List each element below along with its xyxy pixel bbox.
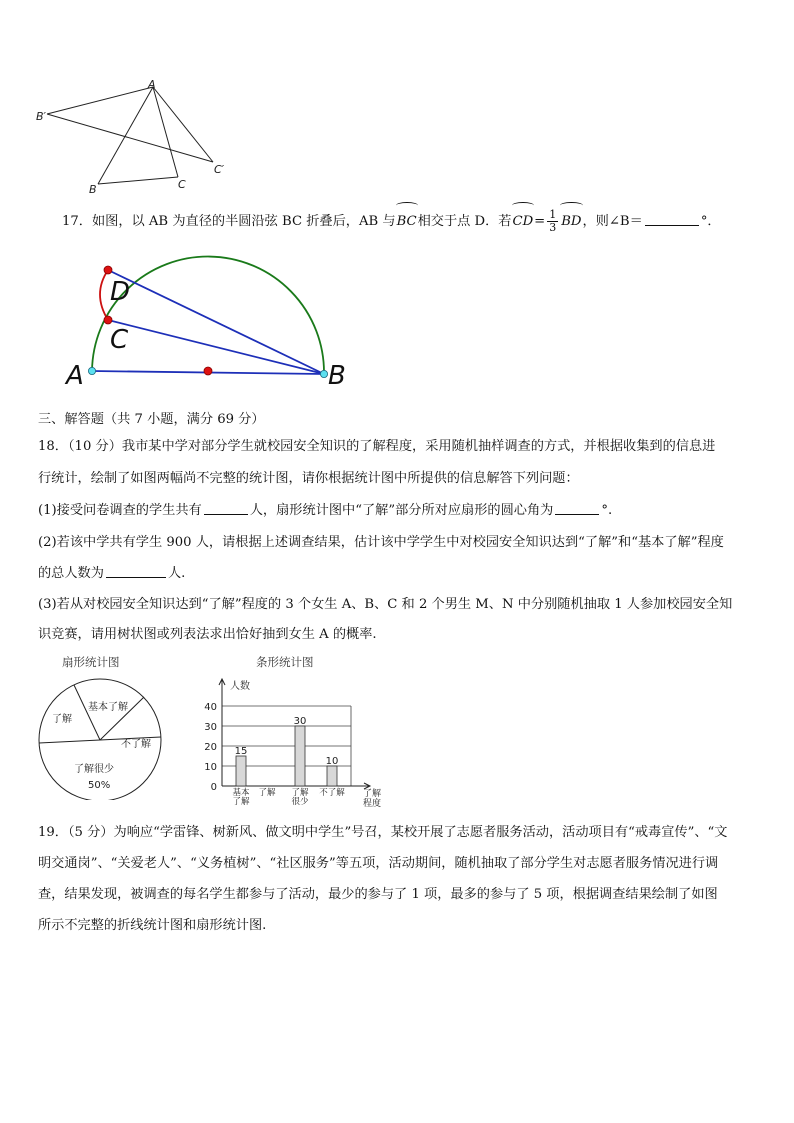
x-tick-label: 很少 <box>291 797 309 807</box>
y-tick-label: 20 <box>204 742 217 753</box>
bar-chart-title: 条形统计图 <box>256 655 314 669</box>
label-b2: B <box>328 361 346 391</box>
x-tick-label: 基本 <box>232 788 250 798</box>
q18-part2-line1: (2)若该中学共有学生 900 人，请根据上述调查结果，估计该中学学生中对校园安全知识达到“了解”和“基本了解”程度 <box>38 535 724 550</box>
pie-label-know: 了解 <box>52 714 72 725</box>
label-c: C <box>178 178 186 191</box>
label-c-prime: C′ <box>214 163 225 176</box>
label-b-prime: B′ <box>36 110 47 123</box>
bar-value-label: 30 <box>293 716 307 727</box>
label-d: D <box>110 277 131 307</box>
pie-label-basic: 基本了解 <box>88 702 128 713</box>
triangle-figure <box>30 76 240 200</box>
q18-part3-line1: (3)若从对校园安全知识达到“了解”程度的 3 个女生 A、B、C 和 2 个男生 M、N 中分别随机抽取 1 人参加校园安全知 <box>38 597 733 612</box>
q19-line1: 19．（5 分）为响应“学雷锋、树新风、做文明中学生”号召，某校开展了志愿者服务活动，活动项目有“戒毒宣传”、“文 <box>38 825 728 840</box>
answer-blank <box>645 211 699 226</box>
pie-label-little-pct: 50% <box>88 780 111 791</box>
pie-chart <box>36 670 168 800</box>
x-tick-label: 了解 <box>258 788 276 798</box>
q19-line3: 查，结果发现，被调查的每名学生都参与了活动，最少的参与了 1 项，最多的参与了 5 项，根据调查结果绘制了如图 <box>38 887 718 902</box>
q18-part3-line2: 识竞赛，请用树状图或列表法求出恰好抽到女生 A 的概率. <box>38 627 377 642</box>
arc-cd: CD <box>512 206 535 237</box>
q18-part2-line2: 的总人数为 人. <box>38 558 758 589</box>
answer-blank <box>555 500 599 515</box>
label-c2: C <box>110 325 129 355</box>
bar <box>327 766 337 786</box>
label-a: A <box>148 78 156 91</box>
bar-value-label: 10 <box>325 756 339 767</box>
y-tick-label: 30 <box>204 722 217 733</box>
bar <box>295 726 305 786</box>
y-tick-label: 10 <box>204 762 217 773</box>
y-tick-label: 40 <box>204 702 217 713</box>
label-b: B <box>89 183 97 196</box>
x-tick-label: 了解 <box>291 788 309 798</box>
pie-label-dont: 不了解 <box>121 739 151 750</box>
x-tick-label: 不了解 <box>319 788 345 798</box>
semicircle-figure <box>60 248 360 393</box>
bar-chart <box>196 672 396 812</box>
answer-blank <box>106 563 166 578</box>
question-17: 17．如图，以 AB 为直径的半圆沿弦 BC 折叠后，AB 与BC相交于点 D．若CD= $\frac{1}{3}$ BD，则∠B＝ °． <box>62 206 782 237</box>
q18-line1: 18．（10 分）我市某中学对部分学生就校园安全知识的了解程度，采用随机抽样调查的方式，并根据收集到的信息进 <box>38 439 716 454</box>
q18-part1: (1)接受问卷调查的学生共有 人，扇形统计图中“了解”部分所对应扇形的圆心角为 °. <box>38 495 758 526</box>
x-tick-label: 了解 <box>232 797 250 807</box>
y-tick-label: 0 <box>210 782 217 793</box>
arc-bc: BC <box>396 206 418 237</box>
bar <box>236 756 246 786</box>
q19-line2: 明交通岗”、“关爱老人”、“义务植树”、“社区服务”等五项，活动期间，随机抽取了部分学生对志愿者服务情况进行调 <box>38 856 719 871</box>
fraction-one-third: $\frac{1}{3}$ <box>549 208 557 234</box>
section-heading: 三、解答题（共 7 小题，满分 69 分） <box>38 412 265 427</box>
bar-value-label: 15 <box>234 746 248 757</box>
x-axis-label: 程度 <box>362 799 382 809</box>
pie-label-little: 了解很少 <box>74 764 114 775</box>
answer-blank <box>204 500 248 515</box>
y-axis-label: 人数 <box>230 681 250 692</box>
arc-bd: BD <box>560 206 582 237</box>
q18-line2: 行统计，绘制了如图两幅尚不完整的统计图，请你根据统计图中所提供的信息解答下列问题： <box>38 471 579 486</box>
label-a2: A <box>66 361 84 391</box>
pie-title: 扇形统计图 <box>62 655 120 669</box>
q19-line4: 所示不完整的折线统计图和扇形统计图. <box>38 918 267 933</box>
x-axis-label: 了解 <box>362 789 382 799</box>
